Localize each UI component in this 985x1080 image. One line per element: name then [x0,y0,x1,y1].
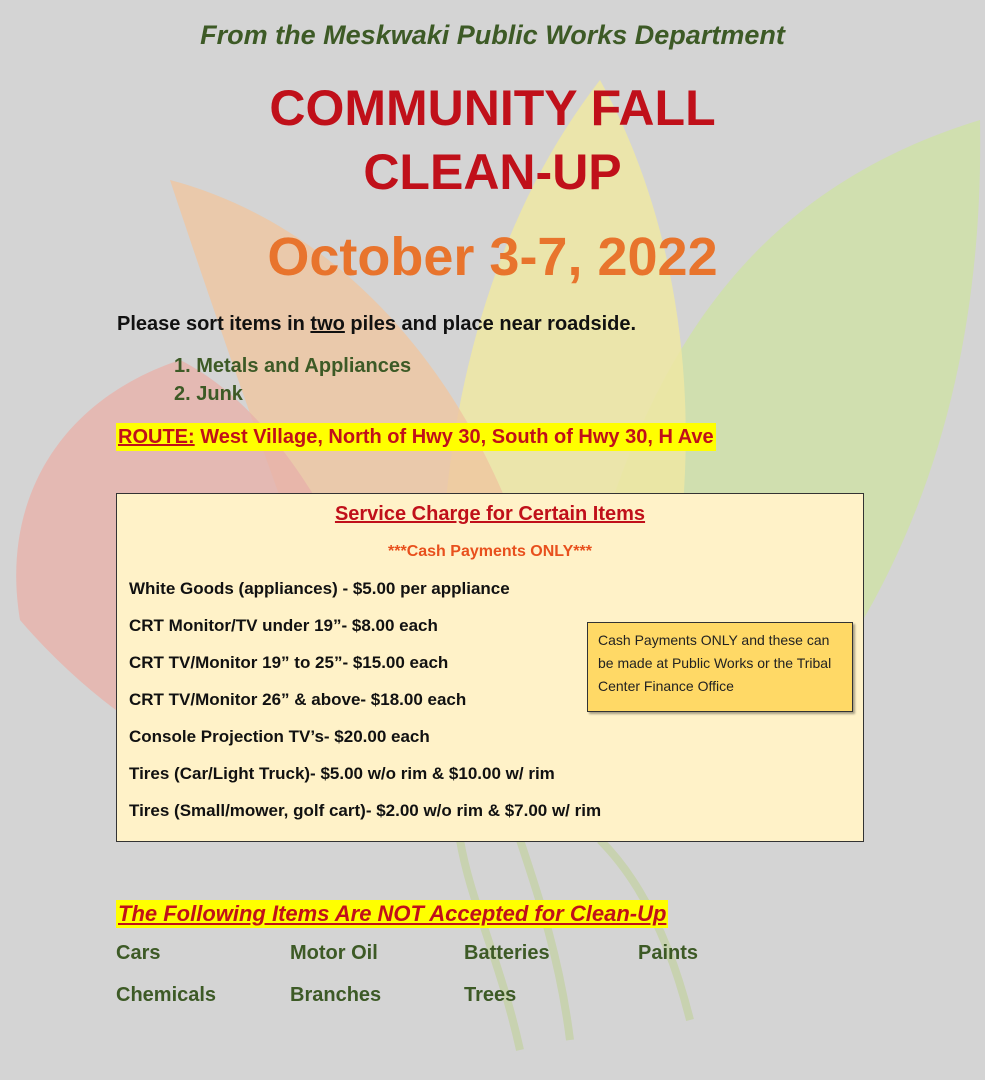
instructions-underlined-word: two [310,313,345,335]
not-accepted-item: Motor Oil [290,942,378,964]
charge-list [129,578,601,837]
not-accepted-item: Chemicals [116,984,217,1006]
charge-item: Tires (Small/mower, golf cart)- $2.00 w/o rim & $7.00 w/ rim [129,801,602,820]
route-value: West Village, North of Hwy 30, South of Hwy 30, H Ave [194,426,714,448]
not-accepted-item: Trees [464,984,517,1006]
cash-only-notice: ***Cash Payments ONLY*** [388,543,592,560]
not-accepted-item: Cars [116,942,161,964]
sorting-instructions [117,313,636,336]
route-banner [116,423,716,451]
route-label: ROUTE: [118,426,195,448]
department-subtitle: From the Meskwaki Public Works Department [200,20,785,50]
charge-item: White Goods (appliances) - $5.00 per appliance [129,579,510,598]
not-accepted-item: Paints [638,942,699,964]
charge-item: Console Projection TV’s- $20.00 each [129,727,430,746]
payment-note-callout: Cash Payments ONLY and these can be made at Public Works or the Tribal Center Finance Office [587,622,853,712]
service-charge-box [116,493,864,842]
event-title [0,76,985,204]
service-charge-title: Service Charge for Certain Items [334,503,646,525]
not-accepted-item: Branches [290,984,382,1006]
event-dates: October 3-7, 2022 [267,227,718,287]
charge-item: Tires (Car/Light Truck)- $5.00 w/o rim & $10.00 w/ rim [129,764,555,783]
charge-item: CRT Monitor/TV under 19”- $8.00 each [129,616,438,635]
pile-item: 2. Junk [174,383,243,405]
instructions-text-after: piles and place near roadside. [344,313,637,335]
instructions-text-before: Please sort items in [117,313,311,335]
event-title-line1: COMMUNITY FALL [269,80,716,136]
not-accepted-heading: The Following Items Are NOT Accepted for Clean-Up [118,901,667,926]
pile-list [174,352,411,408]
not-accepted-item: Batteries [464,942,550,964]
event-title-line2: CLEAN-UP [363,144,622,200]
charge-item: CRT TV/Monitor 26” & above- $18.00 each [129,690,467,709]
charge-item: CRT TV/Monitor 19” to 25”- $15.00 each [129,653,449,672]
pile-item: 1. Metals and Appliances [174,355,412,377]
